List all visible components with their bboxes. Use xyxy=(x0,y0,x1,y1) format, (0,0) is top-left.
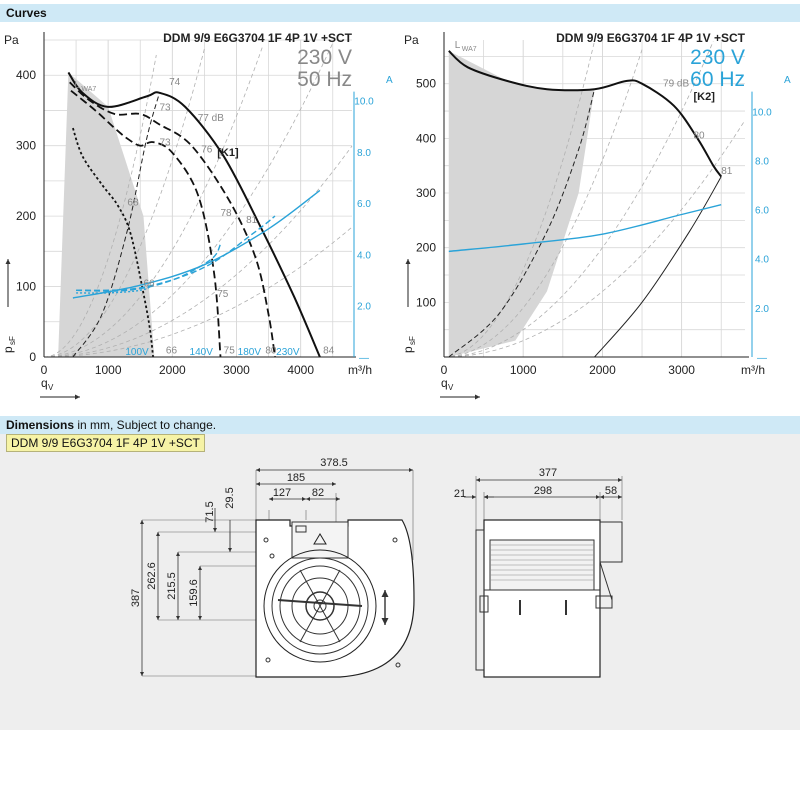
y2-tick-label: 2.0 xyxy=(357,301,371,313)
voltage-end-label: 180V xyxy=(237,347,262,358)
noise-label: 68 xyxy=(127,197,139,209)
x-symbol-sub: V xyxy=(448,383,454,392)
curve-label: [K2] xyxy=(693,91,715,104)
dim-front-159-6: 159.6 xyxy=(188,579,200,607)
chart-title: DDM 9/9 E6G3704 1F 4P 1V +SCT xyxy=(556,31,745,45)
noise-label: 80 xyxy=(693,130,705,142)
lwa-label: L xyxy=(74,80,80,91)
y-tick-label: 500 xyxy=(415,76,436,91)
dim-side-width: 377 xyxy=(538,467,558,479)
y-tick-label: 200 xyxy=(415,240,436,255)
voltage-end-label: 100V xyxy=(125,347,149,358)
dim-front-29-5: 29.5 xyxy=(224,487,236,509)
y-tick-label: 300 xyxy=(15,138,36,153)
voltage-end-label: 230V xyxy=(276,347,300,358)
x-unit: m³/h xyxy=(348,363,372,377)
dim-front-215-5: 215.5 xyxy=(166,572,178,600)
y2-tick-label: 6.0 xyxy=(357,199,371,211)
db-label: 79 dB xyxy=(663,78,690,90)
y-symbol-sub: sF xyxy=(408,336,417,345)
chart-60hz xyxy=(401,31,791,397)
x-tick-label: 0 xyxy=(440,363,448,377)
y2-tick-label: — xyxy=(757,353,767,364)
y2-unit: A xyxy=(386,74,393,86)
y-tick-label: 100 xyxy=(415,295,436,310)
dim-front-127: 127 xyxy=(272,487,292,499)
y-symbol-sub: sF xyxy=(8,336,17,345)
y-tick-label: 0 xyxy=(29,350,36,364)
x-tick-label: 1000 xyxy=(509,363,537,377)
chart-title: DDM 9/9 E6G3704 1F 4P 1V +SCT xyxy=(163,31,352,45)
x-unit: m³/h xyxy=(741,363,765,377)
y-unit: Pa xyxy=(4,33,19,47)
x-symbol: q xyxy=(441,376,448,390)
noise-label: 81 xyxy=(246,215,258,227)
x-tick-label: 1000 xyxy=(94,363,122,377)
dim-side-21: 21 xyxy=(453,488,467,500)
y-tick-label: 400 xyxy=(415,131,436,146)
dim-front-height: 387 xyxy=(130,588,142,608)
dimensions-header xyxy=(0,416,800,434)
noise-label: 66 xyxy=(165,345,178,357)
y-unit: Pa xyxy=(404,33,419,47)
model-label: DDM 9/9 E6G3704 1F 4P 1V +SCT xyxy=(6,434,205,452)
voltage-label: 230 V xyxy=(690,46,745,69)
y-tick-label: 100 xyxy=(15,279,36,294)
noise-label: 73 xyxy=(159,102,171,114)
y2-tick-label: 8.0 xyxy=(755,156,769,168)
x-symbol-sub: V xyxy=(48,383,54,392)
y2-tick-label: 4.0 xyxy=(755,254,769,266)
x-tick-label: 3000 xyxy=(223,363,250,377)
x-tick-label: 3000 xyxy=(668,363,695,377)
noise-label: 73 xyxy=(159,137,171,149)
y2-tick-label: 8.0 xyxy=(357,147,371,159)
y-symbol: p xyxy=(401,346,415,353)
side-view xyxy=(464,476,622,677)
chart-50hz xyxy=(1,31,393,397)
voltage-end-label: 140V xyxy=(189,347,213,358)
x-tick-label: 0 xyxy=(40,363,48,377)
y2-tick-label: 2.0 xyxy=(755,303,769,315)
dim-front-185: 185 xyxy=(286,472,306,484)
y-tick-label: 300 xyxy=(415,186,436,201)
x-tick-label: 2000 xyxy=(158,363,186,377)
y2-tick-label: 10.0 xyxy=(752,107,772,119)
lwa-label: L xyxy=(454,40,461,51)
dim-front-82: 82 xyxy=(311,487,325,499)
y-tick-label: 400 xyxy=(15,68,36,83)
noise-label: 75 xyxy=(217,289,229,301)
y2-tick-label: 6.0 xyxy=(755,205,769,217)
side-dim-labels xyxy=(454,467,617,500)
dimensions-drawing xyxy=(0,452,800,730)
curves-title: Curves xyxy=(6,6,47,20)
dim-side-58: 58 xyxy=(604,485,618,497)
dimensions-note: in mm, Subject to change. xyxy=(74,418,217,432)
y2-unit: A xyxy=(784,74,791,86)
y-tick-label: 200 xyxy=(15,209,36,224)
noise-label: 75 xyxy=(223,345,235,357)
curve-label: [K1] xyxy=(217,147,239,160)
x-symbol: q xyxy=(41,376,48,390)
frequency-label: 60 Hz xyxy=(690,68,745,91)
dim-front-262-6: 262.6 xyxy=(146,562,158,590)
dim-front-71-5: 71.5 xyxy=(204,501,216,523)
front-view xyxy=(142,470,414,677)
noise-label: 74 xyxy=(169,77,181,89)
curves-area xyxy=(0,20,800,410)
y2-tick-label: 4.0 xyxy=(357,250,371,262)
noise-label: 76 xyxy=(201,144,213,156)
y2-tick-label: — xyxy=(359,353,369,364)
lwa-overlay xyxy=(449,51,595,357)
noise-label: 66 xyxy=(143,278,155,290)
dim-front-width: 378.5 xyxy=(320,457,348,469)
dimensions-title: Dimensions xyxy=(6,418,75,432)
lwa-label-sub: WA7 xyxy=(461,46,477,53)
noise-label: 84 xyxy=(323,345,335,357)
lwa-label-sub: WA7 xyxy=(81,86,97,93)
x-tick-label: 4000 xyxy=(287,363,315,377)
y-symbol: p xyxy=(1,346,15,353)
dim-side-298: 298 xyxy=(533,485,553,497)
x-tick-label: 2000 xyxy=(589,363,616,377)
frequency-label: 50 Hz xyxy=(297,68,352,91)
noise-label: 81 xyxy=(721,165,733,177)
noise-label: 80 xyxy=(265,345,277,357)
db-label: 77 dB xyxy=(197,113,224,125)
y2-tick-label: 10.0 xyxy=(354,96,374,108)
voltage-label: 230 V xyxy=(297,46,352,69)
noise-label: 78 xyxy=(220,208,232,220)
